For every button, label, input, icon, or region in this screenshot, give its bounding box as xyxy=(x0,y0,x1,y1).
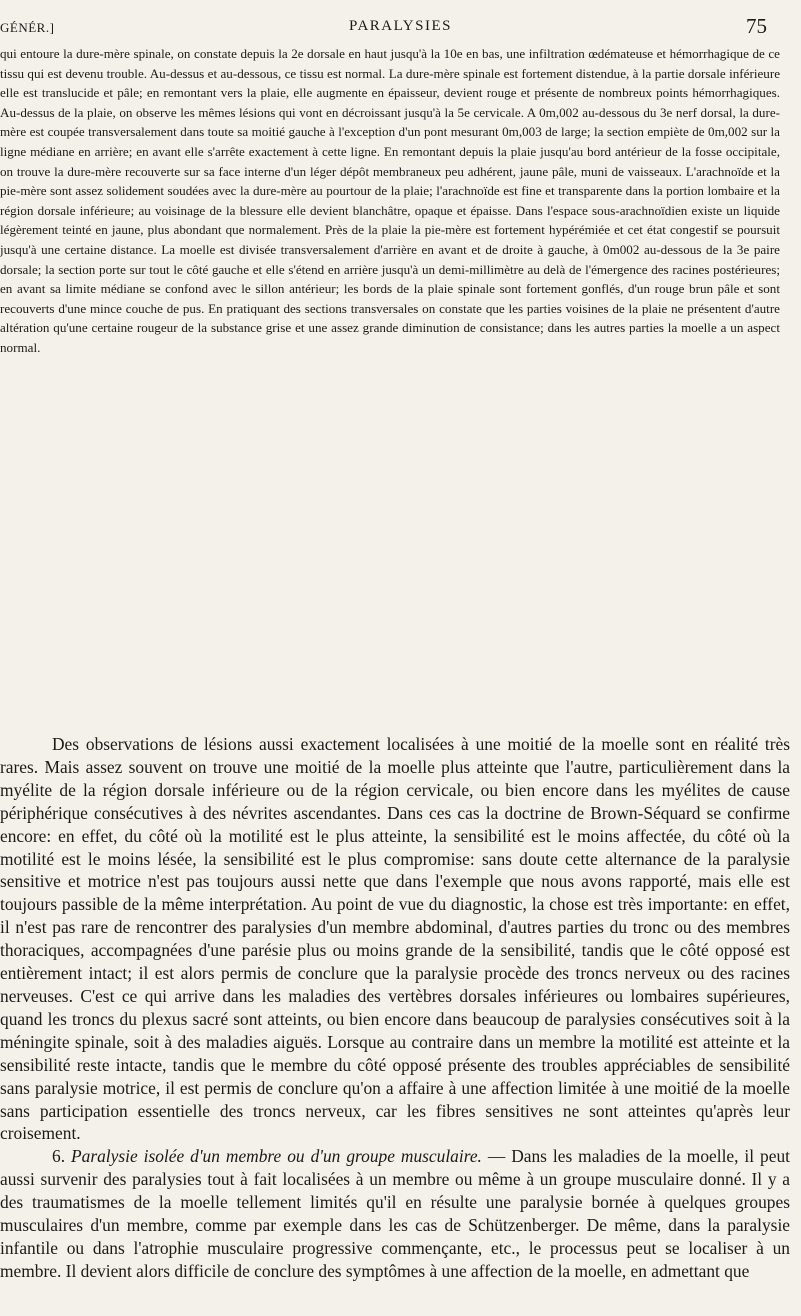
section-number: 6. xyxy=(52,1146,66,1167)
section-text: Dans les maladies de la moelle, il peut aussi survenir des paralysies tout à fait localisées à un membre ou même à un groupe musculaire donné. Il y a des traumatismes de la moelle tellement limités qu'il en résulte une paralysie bornée à quelques groupes musculaires d'un membre, comme par exemple dans les cas de Schützenberger. De même, dans la paralysie infantile ou dans l'atrophie musculaire progressive commençante, etc., le processus peut se localiser à un membre. Il devient alors difficile de conclure des symptômes à une affection de la moelle, en admettant que xyxy=(0,1146,790,1281)
section-title: Paralysie isolée d'un membre ou d'un groupe musculaire. xyxy=(71,1146,482,1167)
case-report-paragraph: qui entoure la dure-mère spinale, on constate depuis la 2e dorsale en haut jusqu'à la 10e en bas, une infiltration œdémateuse et hémorrhagique de ce tissu qui est devenu trouble. Au-dessus et au-dessous, ce tissu est normal. La dure-mère spinale est fortement distendue, à la partie dorsale inférieure elle est translucide et pâle; en remontant vers la plaie, elle augmente en épaisseur, devient rouge et présente de nombreux points hémorrhagiques. Au-dessus de la plaie, on observe les mêmes lésions qui vont en décroissant jusqu'à la 5e cervicale. A 0m,002 au-dessous du 3e nerf dorsal, la dure-mère est coupée transversalement dans toute sa moitié gauche à l'exception d'un pont mesurant 0m,003 de large; la section empiète de 0m,002 sur la ligne médiane en arrière; en avant elle s'arrête exactement à cette ligne. En remontant depuis la plaie jusqu'au bord antérieur de la fosse occipitale, on trouve la dure-mère recouverte sur sa face interne d'un léger dépôt membraneux peu adhérent, jaune pâle, muni de vaisseaux. L'arachnoïde et la pie-mère sont assez solidement soudées avec la dure-mère au pourtour de la plaie; l'arachnoïde est fine et transparente dans la portion lombaire et la région dorsale inférieure; au voisinage de la blessure elle devient blanchâtre, opaque et épaisse. Dans l'espace sous-arachnoïdien existe un liquide légèrement teinté en jaune, plus abondant que normalement. Près de la plaie la pie-mère est fortement hypérémiée et cet état congestif se poursuit jusqu'à une certaine distance. La moelle est divisée transversalement d'arrière en avant et de droite à gauche, à 0m002 au-dessous de la 3e paire dorsale; la section porte sur tout le côté gauche et elle s'étend en arrière jusqu'à un demi-millimètre au delà de l'émergence des racines postérieures; en avant sa limite médiane se confond avec le sillon antérieur; les bords de la plaie spinale sont fortement gonflés, d'un rouge brun pâle et sont recouverts d'une mince couche de pus. En pratiquant des sections transversales on constate que les parties voisines de la plaie ne présentent d'autre altération qu'une certaine rougeur de la substance grise et une assez grande diminution de consistance; dans les autres parties la moelle a un aspect normal. xyxy=(0,46,780,355)
running-title: PARALYSIES xyxy=(349,18,452,34)
case-report-text xyxy=(0,44,780,358)
body-paragraph-1: Des observations de lésions aussi exactement localisées à une moitié de la moelle sont en réalité très rares. Mais assez souvent on trouve une moitié de la moelle plus atteinte que l'autre, particulièrement dans la myélite de la région dorsale inférieure ou de la région cervicale, ou bien encore dans les myélites de cause périphérique consécutives à des névrites ascendantes. Dans ces cas la doctrine de Brown-Séquard se confirme encore: en effet, du côté où la motilité est le plus atteinte, la sensibilité est le moins affectée, du côté où la motilité est le moins lésée, la sensibilité est le plus compromise: sans doute cette alternance de la paralysie sensitive et motrice n'est pas toujours aussi nette que dans l'exemple que nous avons rapporté, mais elle est toujours passible de la même interprétation. Au point de vue du diagnostic, la chose est très importante: en effet, il n'est pas rare de rencontrer des paralysies d'un membre abdominal, d'autres parties du tronc ou des membres thoraciques, accompagnées d'une parésie plus ou moins grande de la sensibilité, tandis que le côté opposé est entièrement intact; il est alors permis de conclure que la paralysie procède des troncs nerveux ou des racines nerveuses. C'est ce qui arrive dans les maladies des vertèbres dorsales inférieures ou lombaires supérieures, quand les troncs du plexus sacré sont atteints, ou bien encore dans beaucoup de paralysies consécutives soit à la méningite spinale, soit à des maladies aiguës. Lorsque au contraire dans un membre la motilité est atteinte et la sensibilité reste intacte, tandis que le membre du côté opposé présente des troubles appréciables de sensibilité sans paralysie motrice, il est permis de conclure qu'on a affaire à une affection limitée à une moitié de la moelle sans participation essentielle des troncs nerveux, car les fibres sensitives ne sont atteintes qu'après leur croisement. xyxy=(0,734,790,1144)
page-number: 75 xyxy=(746,14,767,38)
section-label: GÉNÉR.] xyxy=(0,20,55,35)
main-text xyxy=(0,733,790,1283)
page-header xyxy=(0,14,801,36)
title-dash: — xyxy=(481,1146,512,1167)
body-paragraph-2 xyxy=(0,1145,790,1282)
